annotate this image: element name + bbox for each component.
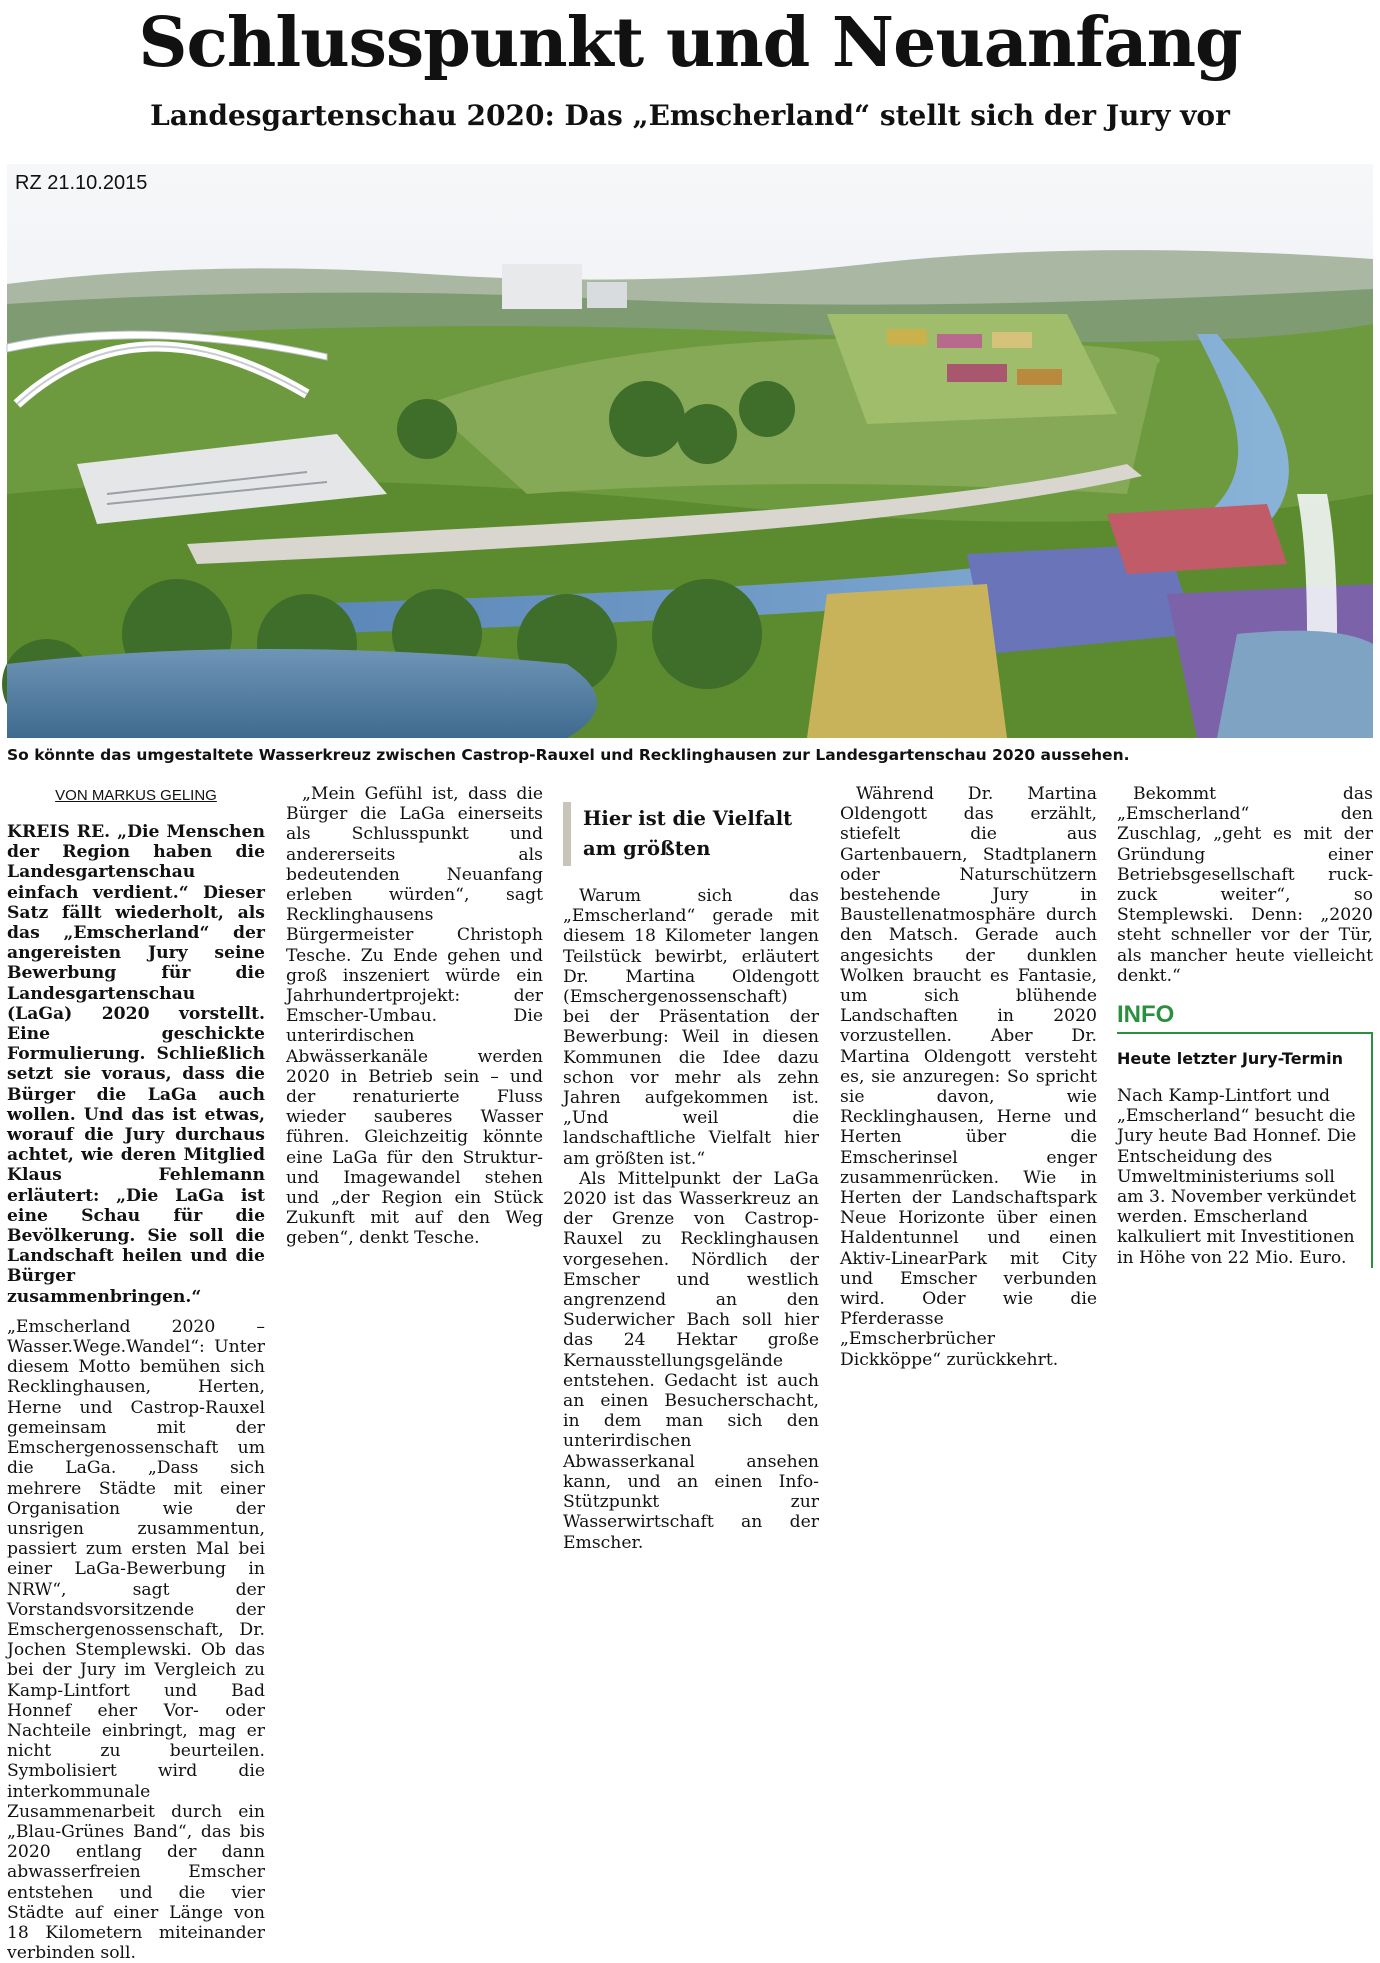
subheadline: Landesgartenschau 2020: Das „Emscherland“ stellt sich der Jury vor xyxy=(150,99,1230,132)
article-column-3 xyxy=(563,784,819,1553)
garden-show-rendering xyxy=(7,164,1373,738)
info-box xyxy=(1117,1032,1373,1268)
article-paragraph-6: Bekommt das „Emscherland“ den Zuschlag, „geht es mit der Gründung einer Betriebsgesellschaft ruck-zuck weiter“, so Stemplewski. Denn: „2020 steht schneller vor der Tür, als mancher heute vielleicht denkt.“ xyxy=(1117,784,1373,986)
article-paragraph-1: „Emscherland 2020 – Wasser.Wege.Wandel“: Unter diesem Motto bemühen sich Recklinghausen, Herten, Herne und Castrop-Rauxel gemeinsam mit der Emschergenossenschaft um die LaGa. „Dass sich mehrere Städte mit einer Organisation wie der unsrigen zusammentun, passiert zum ersten Mal bei einer LaGa-Bewerbung in NRW“, sagt der Vorstandsvorsitzende der Emschergenossenschaft, Dr. Jochen Stemplewski. Ob das bei der Jury im Vergleich zu Kamp-Lintfort und Bad Honnef eher Vor- oder Nachteile einbringt, mag er nicht zu beurteilen. Symbolisiert wird die interkommunale Zusammenarbeit durch ein „Blau-Grünes Band“, das bis 2020 entlang der dann abwasserfreien Emscher entstehen und die vier Städte auf einer Länge von 18 Kilometern miteinander verbinden soll. xyxy=(7,1316,265,1963)
landscape-illustration xyxy=(7,164,1373,738)
article-column-2 xyxy=(286,784,543,1414)
date-stamp-label: RZ 21.10.2015 xyxy=(15,172,148,194)
article-column-4 xyxy=(840,784,1097,1414)
article-column-1 xyxy=(7,784,265,1963)
article-paragraph-3: Warum sich das „Emscherland“ gerade mit diesem 18 Kilometer langen Teilstück bewirbt, erläutert Dr. Martina Oldengott (Emschergenossenschaft) bei der Präsentation der Bewerbung: Weil in diesen Kommunen die Idee dazu schon vor mehr als zehn Jahren aufgekommen ist. „Und weil die landschaftliche Vielfalt hier am größten ist.“ xyxy=(563,886,819,1169)
byline: VON MARKUS GELING xyxy=(55,787,217,804)
info-label: INFO xyxy=(1117,1001,1175,1029)
article-paragraph-2: „Mein Gefühl ist, dass die Bürger die LaGa einerseits als Schlusspunkt und andererseits als bedeutenden Neuanfang erleben würden“, sagt Recklinghausens Bürgermeister Christoph Tesche. Zu Ende gehen und groß inszeniert würde ein Jahrhundertprojekt: der Emscher-Umbau. Die unterirdischen Abwässerkanäle werden 2020 in Betrieb sein – und der renaturierte Fluss wieder sauberes Wasser führen. Gleichzeitig könnte eine LaGa für den Struktur- und Imagewandel stehen und „der Region ein Stück Zukunft mit auf den Weg geben“, denkt Tesche. xyxy=(286,784,543,1249)
photo-caption: So könnte das umgestaltete Wasserkreuz zwischen Castrop-Rauxel und Recklinghausen zur Landesgartenschau 2020 aussehen. xyxy=(7,746,1130,764)
info-heading: Heute letzter Jury-Termin xyxy=(1117,1049,1343,1069)
article-paragraph-4: Als Mittelpunkt der LaGa 2020 ist das Wasserkreuz an der Grenze von Castrop-Rauxel zu Recklinghausen vorgesehen. Nördlich der Emscher und westlich angrenzend an den Suderwicher Bach soll hier das 24 Hektar große Kernausstellungsgelände entstehen. Gedacht ist auch an einen Besucherschacht, in dem man sich den unterirdischen Abwasserkanal ansehen kann, und an einen Info-Stützpunkt zur Wasserwirtschaft an der Emscher. xyxy=(563,1168,819,1553)
info-text: Nach Kamp-Lintfort und „Emscherland“ besucht die Jury heute Bad Honnef. Die Entscheidung des Umweltministeriums soll am 3. November verkündet werden. Emscherland kalkuliert mit Investitionen in Höhe von 22 Mio. Euro. xyxy=(1117,1086,1357,1268)
headline: Schlusspunkt und Neuanfang xyxy=(138,3,1242,83)
article-subheading: Hier ist die Vielfalt am größten xyxy=(563,802,819,866)
article-lead: KREIS RE. „Die Menschen der Region haben die Landesgartenschau einfach verdient.“ Dieser Satz fällt wiederholt, als das „Emscherland“ der angereisten Jury seine Bewerbung für die Landesgartenschau (LaGa) 2020 vorstellt. Eine geschickte Formulierung. Schließlich setzt sie voraus, dass die Bürger die LaGa auch wollen. Und das ist etwas, worauf die Jury durchaus achtet, wie deren Mitglied Klaus Fehlemann erläutert: „Die LaGa ist eine Schau für die Bevölkerung. Sie soll die Landschaft heilen und die Bürger zusammenbringen.“ xyxy=(7,822,265,1307)
article-paragraph-5: Während Dr. Martina Oldengott das erzählt, stiefelt die aus Gartenbauern, Stadtplanern oder Naturschützern bestehende Jury in Baustellenatmosphäre durch den Matsch. Gerade auch angesichts der dunklen Wolken braucht es Fantasie, um sich blühende Landschaften in 2020 vorzustellen. Aber Dr. Martina Oldengott versteht es, sie anzuregen: So spricht sie davon, wie Recklinghausen, Herne und Herten über die Emscherinsel enger zusammenrücken. Wie in Herten der Landschaftspark Neue Horizonte über einen Haldentunnel und einen Aktiv-LinearPark mit City und Emscher verbunden wird. Oder wie die Pferderasse „Emscherbrücher Dickköppe“ zurückkehrt. xyxy=(840,784,1097,1370)
article-column-5 xyxy=(1117,784,1373,1414)
